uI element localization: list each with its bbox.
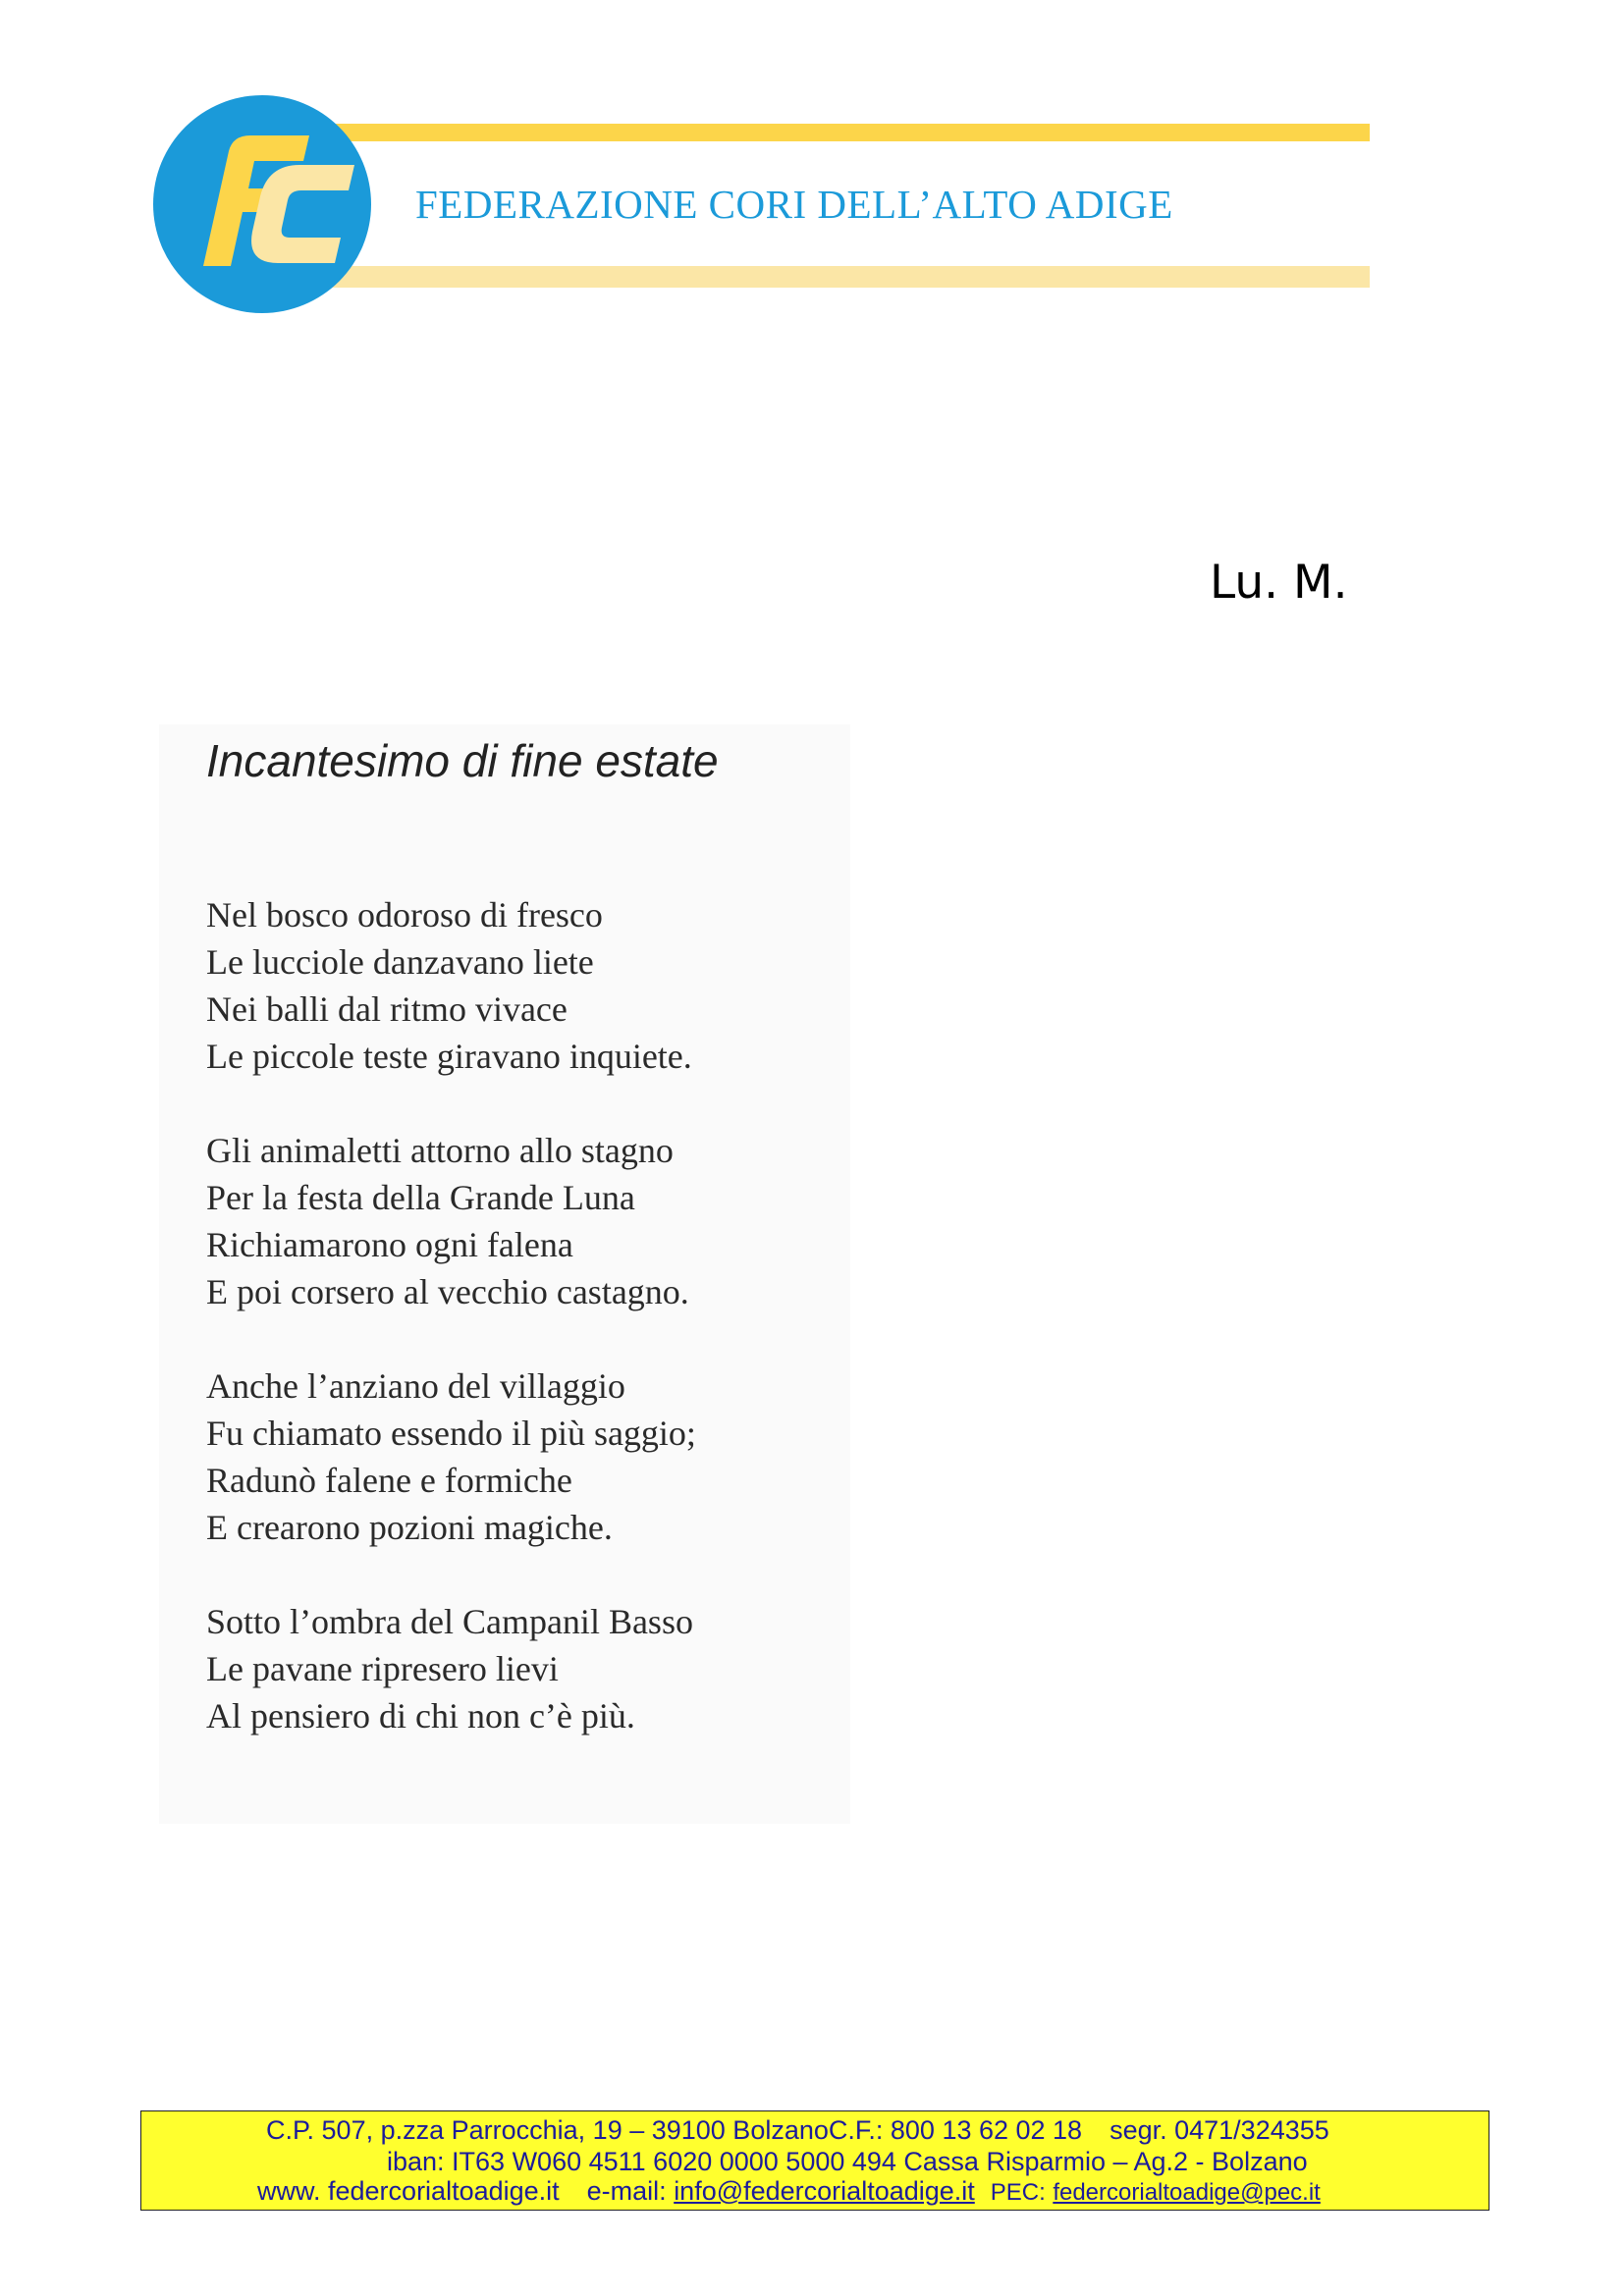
- poem-line: E crearono pozioni magiche.: [206, 1508, 613, 1547]
- footer-phone: segr. 0471/324355: [1110, 2115, 1329, 2145]
- poem-title: Incantesimo di fine estate: [206, 735, 719, 786]
- poem-line: Le pavane ripresero lievi: [206, 1649, 559, 1688]
- footer-tax-code: C.F.: 800 13 62 02 18: [828, 2115, 1083, 2145]
- footer-pec-label: PEC:: [990, 2179, 1046, 2206]
- footer-address: C.P. 507, p.zza Parrocchia, 19 – 39100 Bolzano: [266, 2115, 829, 2145]
- poem-line: Radunò falene e formiche: [206, 1461, 572, 1500]
- poem-line: Nel bosco odoroso di fresco: [206, 895, 603, 934]
- letterhead: [152, 94, 1370, 314]
- footer-email-link[interactable]: info@federcorialtoadige.it: [674, 2176, 975, 2206]
- poem-line: Sotto l’ombra del Campanil Basso: [206, 1602, 693, 1641]
- footer-line-iban: [387, 2147, 1308, 2177]
- footer-pec-link[interactable]: federcorialtoadige@pec.it: [1053, 2179, 1321, 2206]
- poem-line: Al pensiero di chi non c’è più.: [206, 1696, 635, 1735]
- header-stripe-bottom: [319, 266, 1370, 288]
- footer-email-label: e-mail:: [586, 2176, 667, 2206]
- poem-line: Nei balli dal ritmo vivace: [206, 989, 568, 1029]
- poem-line: Fu chiamato essendo il più saggio;: [206, 1414, 696, 1453]
- organization-name: FEDERAZIONE CORI DELL’ALTO ADIGE: [415, 182, 1173, 227]
- footer-iban: iban: IT63 W060 4511 6020 0000 5000 494 Cassa Risparmio – Ag.2 - Bolzano: [387, 2147, 1308, 2176]
- fc-logo-icon: [152, 94, 372, 314]
- poem-scan: [159, 724, 850, 1824]
- header-stripe-top: [319, 124, 1370, 141]
- contact-footer: [140, 2110, 1489, 2211]
- footer-website[interactable]: www. federcorialtoadige.it: [257, 2176, 560, 2206]
- poem-line: Le lucciole danzavano liete: [206, 942, 594, 982]
- poem-line: Le piccole teste giravano inquiete.: [206, 1037, 692, 1076]
- stanza-4: [206, 1598, 693, 1739]
- author-initials: Lu. M.: [1210, 556, 1348, 610]
- stanza-2: [206, 1127, 689, 1315]
- poem-line: Per la festa della Grande Luna: [206, 1178, 635, 1217]
- stanza-1: [206, 891, 692, 1080]
- poem-line: E poi corsero al vecchio castagno.: [206, 1272, 689, 1311]
- stanza-3: [206, 1362, 696, 1551]
- poem-line: Gli animaletti attorno allo stagno: [206, 1131, 674, 1170]
- poem-line: Anche l’anziano del villaggio: [206, 1366, 625, 1406]
- poem-line: Richiamarono ogni falena: [206, 1225, 573, 1264]
- footer-line-contacts: [257, 2176, 1321, 2207]
- footer-line-address: [266, 2115, 1329, 2146]
